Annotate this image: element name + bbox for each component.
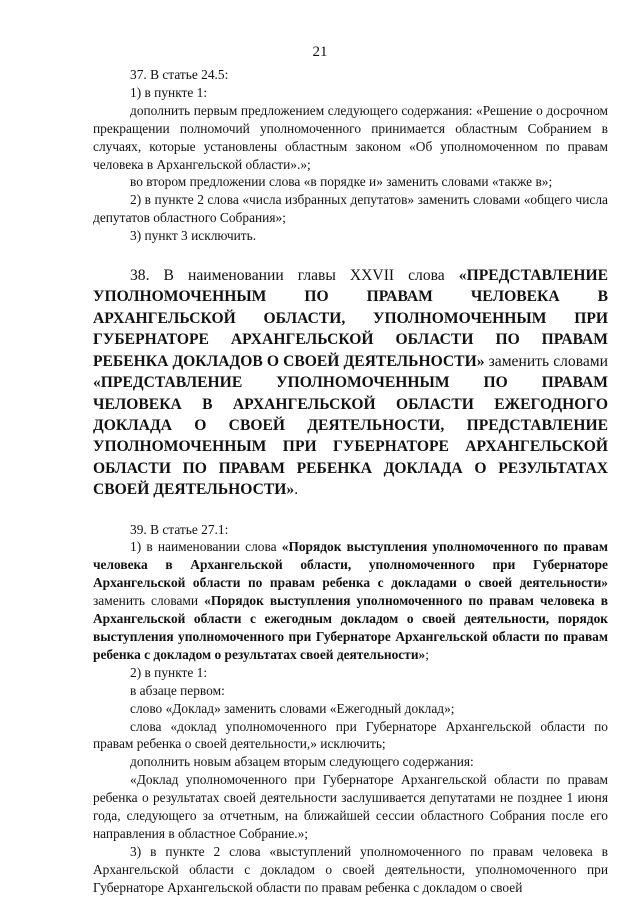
section-38-replace: заменить словами: [484, 352, 609, 370]
section-39-item-2: 2) в пункте 1:: [130, 664, 208, 680]
section-39-heading: 39. В статье 27.1:: [130, 521, 229, 537]
section-37-item-3: 3) пункт 3 исключить.: [130, 228, 257, 244]
document-body: [93, 66, 608, 897]
section-37-item-1: 1) в пункте 1:: [130, 84, 208, 100]
section-39-item-1-lead: 1) в наименовании слова: [130, 539, 282, 555]
section-39-item-1-new: «Порядок выступления уполномоченного по правам человека в Архангельской области с ежегодным докладом о своей деятельности, порядок выступления уполномоченного при Губернаторе Архангельской области по правам ребенка с докладом о результатах своей деятельности»: [93, 593, 608, 662]
section-38-paragraph: [93, 265, 608, 500]
section-39-item-1-replace: заменить словами: [93, 593, 205, 609]
section-39-paragraph-one: в абзаце первом:: [130, 682, 225, 698]
section-39-quote: «Доклад уполномоченного при Губернаторе Архангельской области по правам ребенка о результатах своей деятельности заслушивается депутатами не позднее 1 июня года, следующего за отчетным, на ближайшей сессии областного Собрания после его направления в областное Собрание.»;: [93, 772, 608, 841]
section-39-word-report: слово «Доклад» заменить словами «Ежегодный доклад»;: [130, 700, 455, 716]
section-39-item-1-end: ;: [425, 646, 429, 662]
section-38-old-title: «ПРЕДСТАВЛЕНИЕ УПОЛНОМОЧЕННЫМ ПО ПРАВАМ ЧЕЛОВЕКА В АРХАНГЕЛЬСКОЙ ОБЛАСТИ, УПОЛНОМОЧЕННЫМ ПРИ ГУБЕРНАТОРЕ АРХАНГЕЛЬСКОЙ ОБЛАСТИ ПО ПРАВАМ РЕБЕНКА ДОКЛАДОВ О СВОЕЙ ДЕЯТЕЛЬНОСТИ»: [93, 267, 608, 370]
section-39-item-1-old: «Порядок выступления уполномоченного по правам человека в Архангельской области, уполномоченного при Губернаторе Архангельской области по правам ребенка с докладами о своей деятельности»: [93, 539, 608, 591]
section-38-lead: 38. В наименовании главы XXVII слова: [130, 267, 459, 285]
section-39-item-3: 3) в пункте 2 слова «выступлений уполномоченного по правам человека в Архангельской области с докладом о своей деятельности, уполномоченного при Губернаторе Архангельской области по правам ребенка с докладом о своей: [93, 843, 608, 895]
section-37-item-2: 2) в пункте 2 слова «числа избранных депутатов» заменить словами «общего числа депутатов областного Собрания»;: [93, 192, 608, 226]
section-39-add-second: дополнить новым абзацем вторым следующего содержания:: [130, 754, 474, 770]
section-38-new-title: «ПРЕДСТАВЛЕНИЕ УПОЛНОМОЧЕННЫМ ПО ПРАВАМ ЧЕЛОВЕКА В АРХАНГЕЛЬСКОЙ ОБЛАСТИ ЕЖЕГОДНОГО ДОКЛАДА О СВОЕЙ ДЕЯТЕЛЬНОСТИ, ПРЕДСТАВЛЕНИЕ УПОЛНОМОЧЕННЫМ ПРИ ГУБЕРНАТОРЕ АРХАНГЕЛЬСКОЙ ОБЛАСТИ ПО ПРАВАМ РЕБЕНКА ДОКЛАДА О РЕЗУЛЬТАТАХ СВОЕЙ ДЕЯТЕЛЬНОСТИ»: [93, 374, 608, 499]
section-39-item-1: [93, 538, 608, 663]
section-37-add-first-sentence: дополнить первым предложением следующего содержания: «Решение о досрочном прекращении полномочий уполномоченного принимается областным Собранием в случаях, которые установлены областным законом «Об уполномоченном по правам человека в Архангельской области».»;: [93, 102, 608, 172]
section-37-second-sentence: во втором предложении слова «в порядке и» заменить словами «также в»;: [130, 174, 553, 190]
section-37-heading: 37. В статье 24.5:: [130, 67, 229, 82]
page-number: 21: [312, 44, 328, 60]
section-39-words-remove: слова «доклад уполномоченного при Губернаторе Архангельской области по правам ребенка о своей деятельности,» исключить;: [93, 718, 608, 752]
section-38-end: .: [294, 481, 299, 499]
